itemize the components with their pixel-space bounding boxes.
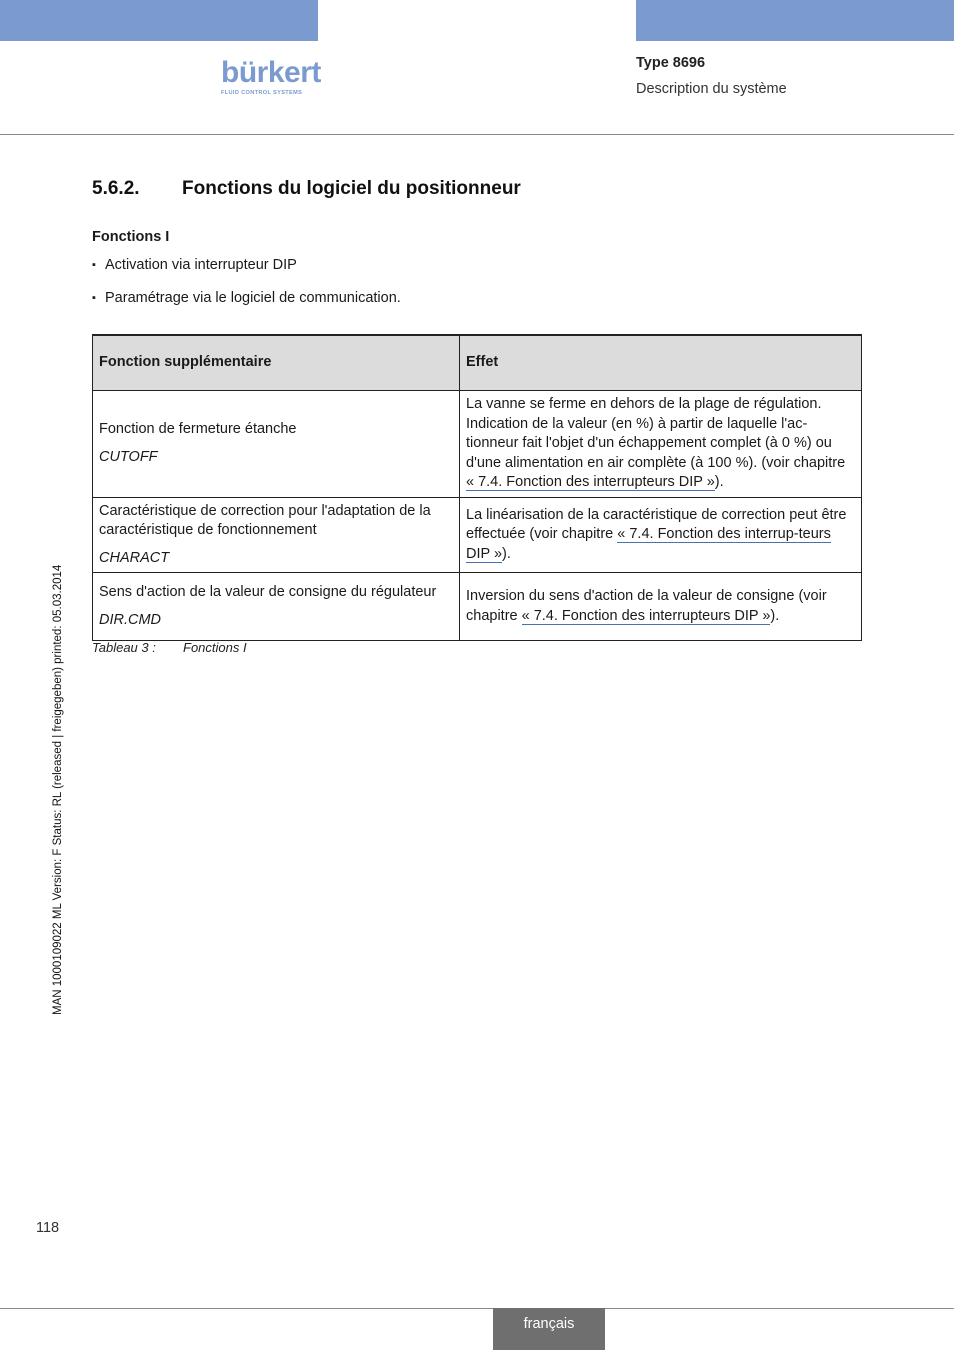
bullet-icon: ▪: [92, 292, 96, 304]
effect-cell: La linéarisation de la caractéristique de correction peut être effectuée (voir chapitre « 7.4. Fonction des interrup-teurs DIP »).: [460, 497, 862, 573]
header-bar-right: [636, 0, 954, 41]
section-heading: [92, 178, 521, 200]
table-caption: [92, 640, 247, 655]
burkert-logo: [221, 58, 321, 96]
logo-wordmark: bürkert: [221, 56, 321, 89]
effect-text: Inversion du sens d'action de la valeur de consigne (voir chapitre: [466, 588, 827, 624]
effect-text: La vanne se ferme en dehors de la plage de régulation. Indication de la valeur (en %) à partir de laquelle l'ac-tionneur fait l'objet d'un échappement complet (à 0 %) ou d'une alimentation en air complète (à 100 %). (voir chapitre: [466, 396, 846, 471]
effect-cell: Inversion du sens d'action de la valeur de consigne (voir chapitre « 7.4. Fonction des interrupteurs DIP »).: [460, 573, 862, 641]
function-cell: [93, 497, 460, 573]
chapter-link[interactable]: « 7.4. Fonction des interrupteurs DIP »: [521, 607, 771, 624]
footer-divider: [0, 1308, 954, 1309]
subheading: Fonctions I: [92, 229, 170, 245]
column-header-effect: Effet: [460, 335, 862, 391]
bullet-item: ▪ Paramétrage via le logiciel de communication.: [92, 290, 401, 306]
table-row: [93, 497, 862, 573]
caption-text: Fonctions I: [183, 640, 247, 655]
effect-cell: La vanne se ferme en dehors de la plage de régulation. Indication de la valeur (en %) à partir de laquelle l'ac-tionneur fait l'objet d'un échappement complet (à 0 %) ou d'une alimentation en air complète (à 100 %). (voir chapitre « 7.4. Fonction des interrupteurs DIP »).: [460, 391, 862, 498]
table-row: [93, 573, 862, 641]
function-name: Fonction de fermeture étanche: [99, 421, 297, 438]
doc-subtitle: Description du système: [636, 81, 787, 97]
effect-text: La linéarisation de la caractéristique de correction peut être effectuée (voir chapitre: [466, 506, 847, 542]
function-name: Caractéristique de correction pour l'adaptation de la caractéristique de fonctionnement: [99, 502, 431, 538]
functions-table: [92, 334, 862, 641]
function-param: DIR.CMD: [99, 611, 162, 628]
function-param: CUTOFF: [99, 448, 158, 465]
logo-subtitle: FLUID CONTROL SYSTEMS: [221, 90, 303, 96]
function-name: Sens d'action de la valeur de consigne du régulateur: [99, 584, 437, 600]
page-number: 118: [36, 1220, 60, 1236]
header-bar-left: [0, 0, 318, 41]
bullet-icon: ▪: [92, 259, 96, 271]
table-row: [93, 391, 862, 498]
bullet-item: ▪ Activation via interrupteur DIP: [92, 257, 297, 273]
column-header-function: Fonction supplémentaire: [93, 335, 460, 391]
function-param: CHARACT: [99, 549, 170, 566]
table-header-row: [93, 335, 862, 391]
chapter-link[interactable]: « 7.4. Fonction des interrup-teurs DIP »: [466, 526, 831, 562]
document-meta-vertical: MAN 1000109022 ML Version: F Status: RL (released | freigegeben) printed: 05.03.2014: [52, 564, 64, 1015]
section-title: Fonctions du logiciel du positionneur: [182, 178, 521, 199]
doc-type: Type 8696: [636, 55, 706, 71]
language-tab: français: [493, 1308, 605, 1350]
function-cell: [93, 573, 460, 641]
function-cell: [93, 391, 460, 498]
section-number: 5.6.2.: [92, 178, 140, 199]
header-divider: [0, 134, 954, 135]
chapter-link[interactable]: « 7.4. Fonction des interrupteurs DIP »: [466, 474, 715, 490]
caption-label: Tableau 3 :: [92, 640, 156, 655]
